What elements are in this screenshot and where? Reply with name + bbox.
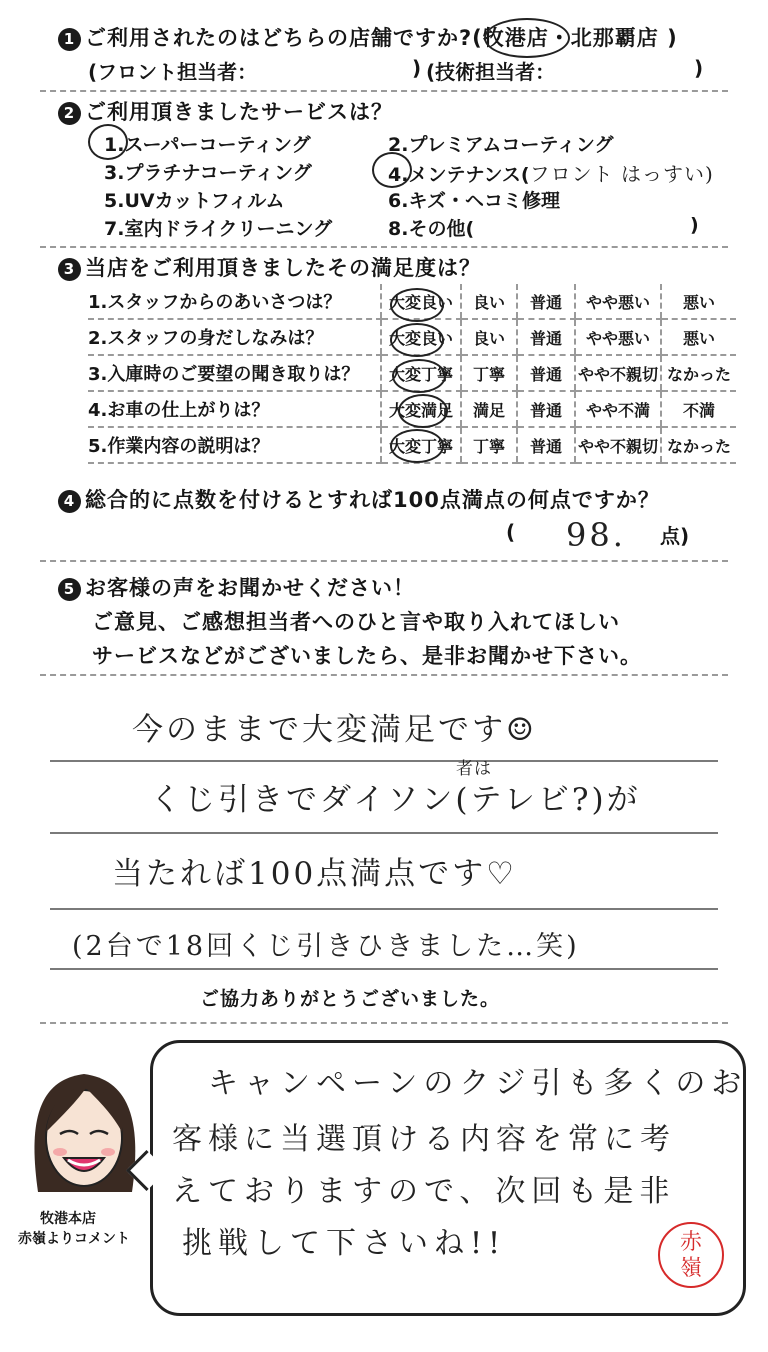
divider [40,560,728,562]
question-5 [58,572,415,602]
score-open [506,520,515,544]
stamp-char: 嶺 [679,1256,702,1281]
selection-circle [390,429,444,463]
name-stamp [658,1222,724,1288]
comment-superscript: 者は [456,759,492,779]
choice-cell: やや不満 [575,391,661,427]
row-label: 5.作業内容の説明は？ [88,427,381,463]
reply-line-4: 挑戦して下さいね!! [182,1226,507,1261]
choice-cell: 普通 [517,284,575,319]
question-1 [58,22,678,52]
selection-circle [392,359,446,393]
store-option-kitanaha: 北那覇店 [570,26,659,50]
paren-close: ) [690,214,699,236]
option-label: 7.室内ドライクリーニング [104,218,333,240]
service-option-8-close [690,214,699,236]
paren-open: ( [506,520,516,544]
choice-cell: 丁寧 [461,355,517,391]
choice-cell: 普通 [517,355,575,391]
question-number: 4 [58,490,81,513]
row-label: 4.お車の仕上がりは？ [88,391,381,427]
comment-text: (テレビ?)が [455,782,641,818]
question-text: 総合的に点数を付けるとすれば100点満点の何点ですか？ [85,488,660,512]
service-option-8 [388,214,474,241]
question-5-line-3: サービスなどがございましたら、是非お聞かせ下さい。 [92,644,642,668]
reply-line-1: キャンペーンのクジ引も多くのお [208,1066,748,1101]
question-number: 3 [58,258,81,281]
row-label: 2.スタッフの身だしなみは？ [88,319,381,355]
choice-cell: 満足 [461,391,517,427]
question-5-line-2: ご意見、ご感想担当者へのひと言や取り入れてほしい [92,610,620,634]
divider [40,1022,728,1024]
selection-circle [398,394,448,428]
front-staff-close [412,56,421,80]
service-option-5 [104,186,285,213]
selection-circle [372,152,412,188]
row-label: 3.入庫時のご要望の聞き取りは？ [88,355,381,391]
staff-store: 牧港本店 [40,1211,96,1227]
question-text: 当店をご利用頂きましたその満足度は？ [85,256,481,280]
store-option-makiminato: 牧港店 [482,26,549,50]
divider [40,246,728,248]
service-option-3 [104,158,312,185]
selection-circle [484,18,570,58]
comment-line-2 [150,774,641,819]
question-number: 2 [58,102,81,125]
choice-cell: 大変丁寧 [381,427,461,463]
divider [40,674,728,676]
selection-circle [88,124,128,160]
question-number: 1 [58,28,81,51]
choice-cell: 大変丁寧 [381,355,461,391]
divider [40,90,728,92]
choice-cell: 大変良い [381,284,461,319]
question-3 [58,252,481,282]
choice-cell: なかった [661,427,736,463]
choice-cell: やや悪い [575,319,661,355]
handwritten-note: フロント はっすい) [529,162,714,186]
comment-text: くじ引きでダイソン [150,782,456,818]
service-option-6 [388,186,560,213]
choice-cell: 悪い [661,319,736,355]
question-text: ご利用されたのはどちらの店舗ですか?( [85,26,483,50]
stamp-char: 赤 [679,1230,702,1255]
selection-circle [390,323,444,357]
tech-staff-field [426,56,555,85]
option-label: 1.スーパーコーティング [104,134,311,156]
service-option-4 [388,158,714,187]
row-label: 1.スタッフからのあいさつは？ [88,284,381,319]
ruled-line [50,968,718,970]
option-label: 6.キズ・ヘコミ修理 [388,190,561,212]
selection-circle [390,288,444,322]
separator: ・ [548,26,571,50]
choice-cell: 普通 [517,391,575,427]
choice-cell: 良い [461,319,517,355]
option-label: 3.プラチナコーティング [104,162,312,184]
choice-cell: やや不親切 [575,427,661,463]
choice-cell: なかった [661,355,736,391]
paren-close: ) [667,26,678,50]
avatar [20,1062,148,1202]
choice-cell: やや不親切 [575,355,661,391]
score-value: 98. [566,516,626,554]
paren-close: ) [412,56,422,80]
choice-cell: 悪い [661,284,736,319]
service-option-2 [388,130,613,157]
front-staff-field [88,56,257,85]
staff-name: 赤嶺よりコメント [18,1231,130,1247]
reply-line-3: えておりますので、次回も是非 [172,1174,676,1209]
score-unit [660,520,689,549]
question-2 [58,96,393,126]
choice-cell: 普通 [517,427,575,463]
choice-cell: 普通 [517,319,575,355]
option-label: 4.メンテナンス( [388,164,530,186]
reply-line-2: 客様に当選頂ける内容を常に考 [172,1122,676,1157]
choice-cell: 大変満足 [381,391,461,427]
tech-staff-close [694,56,703,80]
service-option-7 [104,214,332,241]
thanks-text: ご協力ありがとうございました。 [200,988,501,1010]
front-staff-label: (フロント担当者： [88,60,258,84]
option-label: 8.その他( [388,218,475,240]
comment-line-3: 当たれば100点満点です♡ [112,856,517,892]
tech-staff-label: (技術担当者： [426,60,556,84]
ruled-line [50,760,718,762]
choice-cell: 不満 [661,391,736,427]
question-4 [58,484,660,514]
ruled-line [50,832,718,834]
service-option-1 [104,130,311,157]
paren-close: ) [694,56,704,80]
choice-cell: 大変良い [381,319,461,355]
option-label: 2.プレミアムコーティング [388,134,614,156]
option-label: 5.UVカットフィルム [104,190,285,212]
comment-line-4: (2台で18回くじ引きひきました…笑) [72,931,580,962]
question-text: ご利用頂きましたサービスは？ [85,100,393,124]
question-number: 5 [58,578,81,601]
choice-cell: 丁寧 [461,427,517,463]
question-text: お客様の声をお聞かせください！ [85,576,415,600]
ruled-line [50,908,718,910]
comment-line-1: 今のままで大変満足です☺ [132,712,537,748]
choice-cell: やや悪い [575,284,661,319]
choice-cell: 良い [461,284,517,319]
score-unit-label: 点) [660,524,690,548]
